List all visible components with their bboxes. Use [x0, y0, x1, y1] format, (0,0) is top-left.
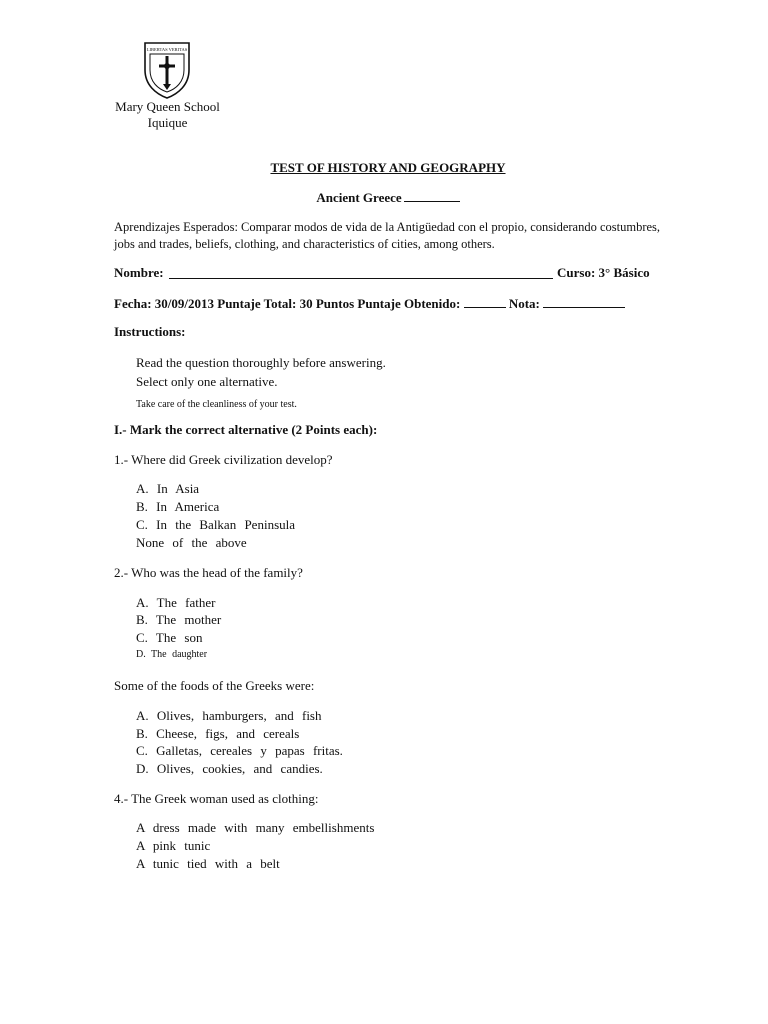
- school-name: Mary Queen School: [115, 99, 220, 114]
- test-subtitle: [0, 190, 768, 206]
- instruction-text: Select only one alternative.: [136, 374, 278, 389]
- answer-option[interactable]: None of the above: [136, 535, 247, 550]
- obtained-score-blank[interactable]: [464, 307, 506, 308]
- school-crest-logo: [142, 40, 192, 100]
- subtitle-text: Ancient Greece: [316, 190, 402, 205]
- answer-option[interactable]: A dress made with many embellishments: [136, 820, 375, 835]
- obtained-score-label: Puntaje Obtenido:: [357, 296, 461, 311]
- answer-option[interactable]: D. The daughter: [136, 649, 208, 660]
- answer-option[interactable]: B. In America: [136, 499, 220, 514]
- answer-option[interactable]: B. Cheese, figs, and cereals: [136, 726, 300, 741]
- question-prompt: Some of the foods of the Greeks were:: [114, 678, 315, 693]
- objectives-line-1: Aprendizajes Esperados: Comparar modos de vida de la Antigüedad con el propio, considerando costumbres,: [114, 220, 661, 234]
- objectives-line-2: jobs and trades, beliefs, clothing, and characteristics of cities, among others.: [114, 237, 495, 251]
- grade-blank[interactable]: [543, 307, 625, 308]
- test-title: TEST OF HISTORY AND GEOGRAPHY: [270, 160, 506, 175]
- date-text: Fecha: 30/09/2013: [114, 296, 215, 311]
- course-label: Curso: 3° Básico: [557, 265, 650, 280]
- answer-option[interactable]: C. In the Balkan Peninsula: [136, 517, 296, 532]
- question-prompt: 4.- The Greek woman used as clothing:: [114, 791, 319, 806]
- instruction-text: Take care of the cleanliness of your test.: [136, 399, 297, 410]
- answer-option[interactable]: A pink tunic: [136, 838, 211, 853]
- total-score: Puntaje Total: 30 Puntos: [217, 296, 355, 311]
- instruction-item: [136, 355, 386, 371]
- answer-option[interactable]: A tunic tied with a belt: [136, 856, 280, 871]
- answer-option[interactable]: D. Olives, cookies, and candies.: [136, 761, 323, 776]
- grade-label: Nota:: [508, 296, 540, 311]
- answer-option[interactable]: A. In Asia: [136, 481, 200, 496]
- name-label: Nombre:: [114, 265, 164, 280]
- subtitle-line: [404, 201, 460, 202]
- instruction-item: [136, 374, 278, 390]
- instruction-item: [136, 394, 297, 412]
- answer-option[interactable]: A. The father: [136, 595, 216, 610]
- question-prompt: 1.- Where did Greek civilization develop?: [114, 452, 333, 467]
- crest-text: LIBERTAS VERITAS: [146, 47, 188, 52]
- instructions-heading: Instructions:: [114, 324, 186, 339]
- answer-option[interactable]: B. The mother: [136, 612, 222, 627]
- question-prompt: 2.- Who was the head of the family?: [114, 565, 303, 580]
- section-heading: I.- Mark the correct alternative (2 Points each):: [114, 422, 378, 437]
- instruction-text: Read the question thoroughly before answering.: [136, 355, 386, 370]
- answer-option[interactable]: C. The son: [136, 630, 203, 645]
- answer-option[interactable]: A. Olives, hamburgers, and fish: [136, 708, 322, 723]
- name-blank-line[interactable]: [169, 278, 553, 279]
- school-city: Iquique: [147, 115, 188, 130]
- date-row: [114, 296, 625, 312]
- answer-option[interactable]: C. Galletas, cereales y papas fritas.: [136, 743, 343, 758]
